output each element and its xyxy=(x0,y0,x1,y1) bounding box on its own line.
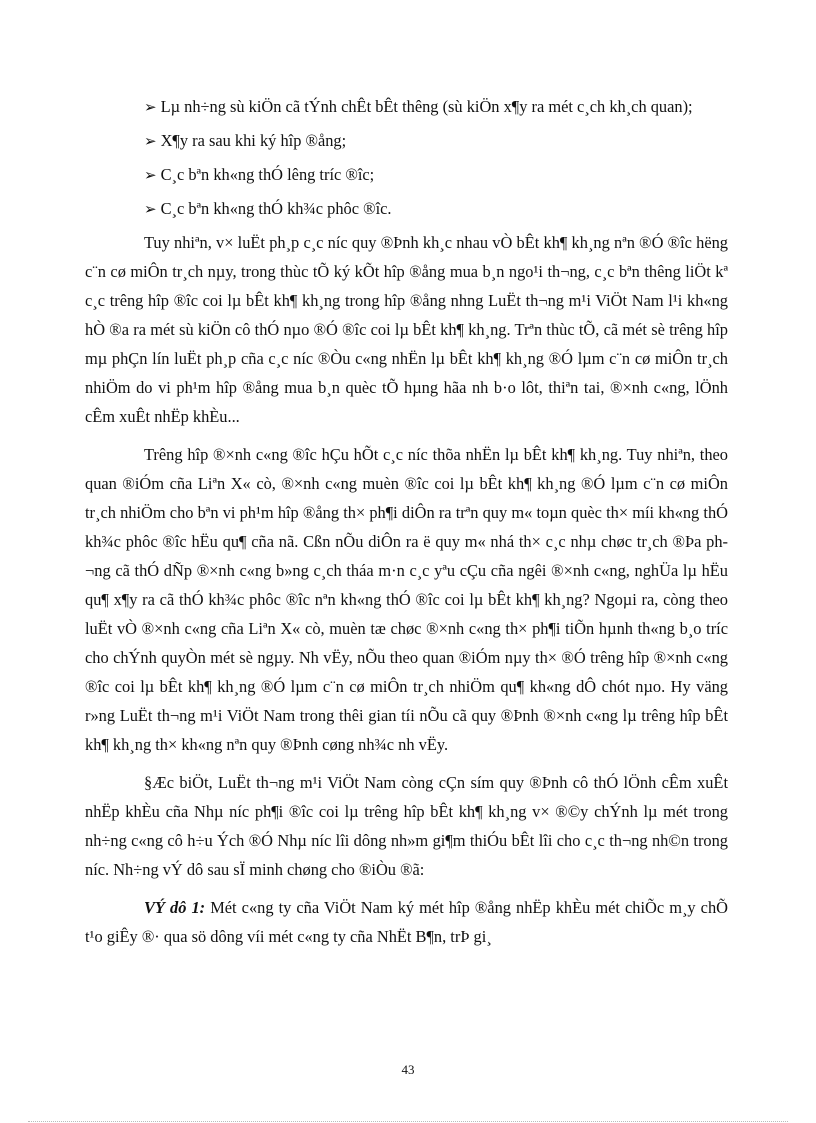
arrowhead-bullet-icon: ➢ xyxy=(144,166,157,184)
arrowhead-bullet-icon: ➢ xyxy=(144,98,157,116)
bullet-text: C¸c bªn kh«ng thÓ kh¾c phôc ®îc. xyxy=(160,199,392,218)
page-content xyxy=(85,92,728,951)
bullet-item-2 xyxy=(85,126,728,156)
bullet-item-3 xyxy=(85,160,728,190)
paragraph-import-ban: §Æc biÖt, LuËt th¬ng m¹i ViÖt Nam còng cÇn sím quy ®Þnh cô thÓ lÖnh cÊm xuÊt nhËp khÈu cña Nhµ níc ph¶i ®îc coi lµ trêng hîp bÊt kh¶ kh¸ng v× ®©y chÝnh lµ mét trong nh÷ng c«ng cô h÷u Ých ®Ó Nhµ níc lîi dông nh»m gi¶m thiÓu bÊt lîi cho c¸c th¬ng nh©n trong níc. Nh÷ng vÝ dô sau sÏ minh chøng cho ®iÒu ®ã: xyxy=(85,773,728,879)
bullet-item-1 xyxy=(85,92,728,122)
example-text: Mét c«ng ty cña ViÖt Nam ký mét hîp ®ång nhËp khÈu mét chiÕc m¸y chÕ t¹o giÊy ®· qua sö dông víi mét c«ng ty cña NhËt B¶n, trÞ gi¸ xyxy=(85,898,728,946)
arrowhead-bullet-icon: ➢ xyxy=(144,200,157,218)
paragraph-strike: Trêng hîp ®×nh c«ng ®îc hÇu hÕt c¸c níc thõa nhËn lµ bÊt kh¶ kh¸ng. Tuy nhiªn, theo quan ®iÓm cña Liªn X« cò, ®×nh c«ng muèn ®îc coi lµ bÊt kh¶ kh¸ng ®Ó lµm c¨n cø miÔn tr¸ch nhiÖm cho bªn vi ph¹m hîp ®ång th× ph¶i diÔn ra trªn quy m« toµn quèc th× míi kh«ng thÓ kh¾c phôc ®îc hËu qu¶ cña nã. Cßn nÕu diÔn ra ë quy m« nhá th× c¸c nhµ chøc tr¸ch ®Þa ph¬ng cã thÓ dÑp ®×nh c«ng b»ng c¸ch tháa m·n c¸c yªu cÇu cña ngêi ®×nh c«ng, nghÜa lµ hËu qu¶ x¶y ra cã thÓ kh¾c phôc ®îc nªn kh«ng thÓ ®îc coi lµ bÊt kh¶ kh¸ng? Ngoµi ra, còng theo luËt vÒ ®×nh c«ng cña Liªn X« cò, muèn tæ chøc ®×nh c«ng th× ph¶i tiÕn hµnh th«ng b¸o tríc cho chÝnh quyÒn mét sè ngµy. Nh vËy, nÕu theo quan ®iÓm nµy th× ®Ó trêng hîp ®×nh c«ng ®îc coi lµ bÊt kh¶ kh¸ng ®Ó lµm c¨n cø miÔn tr¸ch nhiÖm qu¶ kh«ng dÔ chót nµo. Hy väng r»ng LuËt th¬ng m¹i ViÖt Nam trong thêi gian tíi nÕu cã quy ®Þnh ®×nh c«ng lµ trêng hîp bÊt kh¶ kh¸ng th× kh«ng nªn quy ®Þnh cøng nh¾c nh vËy. xyxy=(85,445,728,754)
example-label: VÝ dô 1: xyxy=(144,898,206,917)
paragraph-force-majeure-laws: Tuy nhiªn, v× luËt ph¸p c¸c níc quy ®Þnh kh¸c nhau vÒ bÊt kh¶ kh¸ng nªn ®Ó ®îc hëng c¨n cø miÔn tr¸ch nµy, trong thùc tÕ ký kÕt hîp ®ång mua b¸n ngo¹i th¬ng, c¸c bªn thêng liÖt kª c¸c trêng hîp ®îc coi lµ bÊt kh¶ kh¸ng trong hîp ®ång nhng LuËt th¬ng m¹i ViÖt Nam l¹i kh«ng hÒ ®a ra mét sù kiÖn cô thÓ nµo ®Ó ®îc coi lµ bÊt kh¶ kh¸ng. Trªn thùc tÕ, cã mét sè trêng hîp mµ phÇn lín luËt ph¸p cña c¸c níc ®Òu c«ng nhËn lµ bÊt kh¶ kh¸ng ®Ó lµm c¨n cø miÔn tr¸ch nhiÖm do vi ph¹m hîp ®ång mua b¸n quèc tÕ hµng hãa nh b·o lôt, thiªn tai, ®×nh c«ng, lÖnh cÊm xuÊt nhËp khÈu... xyxy=(85,233,728,426)
bullet-item-4 xyxy=(85,194,728,224)
paragraph-example-1 xyxy=(85,893,728,951)
bullet-text: Lµ nh÷ng sù kiÖn cã tÝnh chÊt bÊt thêng (sù kiÖn x¶y ra mét c¸ch kh¸ch quan); xyxy=(160,97,693,116)
page-number: 43 xyxy=(401,1062,415,1077)
bullet-text: C¸c bªn kh«ng thÓ lêng tríc ®îc; xyxy=(160,165,375,184)
arrowhead-bullet-icon: ➢ xyxy=(144,132,157,150)
bullet-text: X¶y ra sau khi ký hîp ®ång; xyxy=(160,131,347,150)
page-bottom-divider xyxy=(28,1121,788,1122)
